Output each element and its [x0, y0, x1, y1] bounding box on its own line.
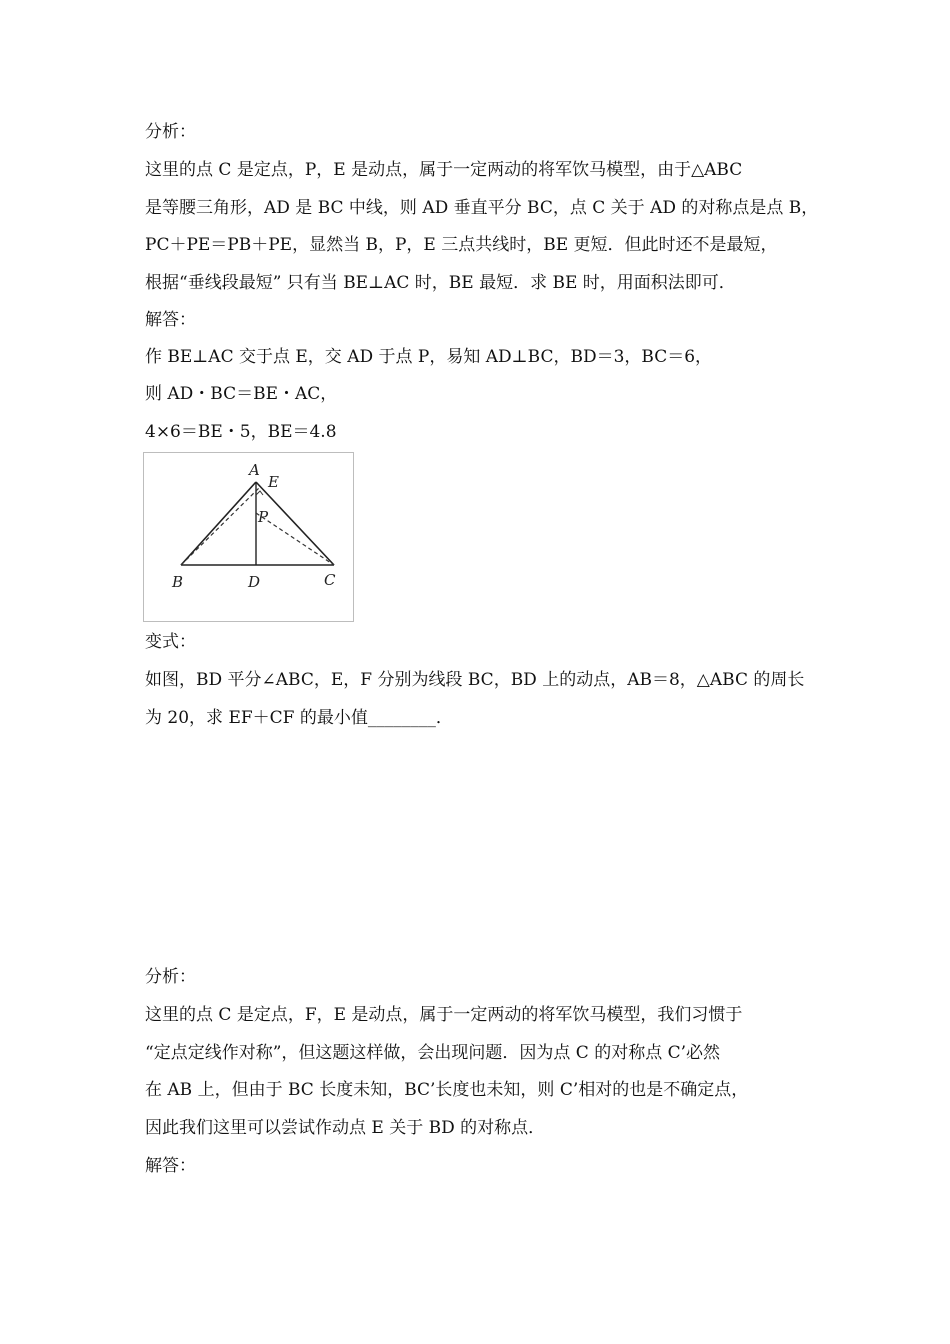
analysis-line: 这里的点 C 是定点，P，E 是动点，属于一定两动的将军饮马模型，由于△ABC	[145, 160, 743, 180]
problem-line: 为 20，求 EF＋CF 的最小值________．	[145, 708, 453, 728]
side-ab	[181, 482, 256, 565]
analysis-line: 这里的点 C 是定点，F，E 是动点，属于一定两动的将军饮马模型，我们习惯于	[145, 1005, 743, 1025]
solution-heading: 解答：	[145, 1156, 196, 1176]
variant-heading: 变式：	[145, 632, 196, 652]
analysis-heading: 分析：	[145, 967, 196, 987]
label-e: E	[268, 473, 279, 491]
label-c: C	[324, 571, 336, 589]
triangle-diagram	[144, 453, 353, 621]
analysis-line: 根据“垂线段最短” 只有当 BE⊥AC 时，BE 最短．求 BE 时，用面积法即可．	[145, 273, 736, 293]
analysis-line: “定点定线作对称”，但这题这样做，会出现问题．因为点 C 的对称点 C’必然	[145, 1043, 721, 1063]
solution-line: 作 BE⊥AC 交于点 E，交 AD 于点 P，易知 AD⊥BC，BD＝3，BC＝6，	[145, 347, 713, 367]
solution-line: 则 AD・BC＝BE・AC，	[145, 384, 338, 404]
analysis-line: 是等腰三角形，AD 是 BC 中线，则 AD 垂直平分 BC，点 C 关于 AD 的对称点是点 B，	[145, 198, 819, 218]
dashed-be	[181, 487, 260, 565]
analysis-heading: 分析：	[145, 122, 196, 142]
right-angle-mark	[256, 491, 263, 495]
label-p: P	[258, 508, 269, 526]
analysis-line: 在 AB 上，但由于 BC 长度未知，BC’长度也未知，则 C’相对的也是不确定点，	[145, 1080, 749, 1100]
label-a: A	[249, 461, 260, 479]
analysis-line: PC＋PE＝PB＋PE，显然当 B，P，E 三点共线时，BE 更短．但此时还不是最短，	[145, 235, 778, 255]
analysis-line: 因此我们这里可以尝试作动点 E 关于 BD 的对称点．	[145, 1118, 546, 1138]
label-b: B	[172, 573, 184, 591]
label-d: D	[248, 573, 261, 591]
triangle-figure	[143, 452, 354, 622]
solution-heading: 解答：	[145, 310, 196, 330]
problem-line: 如图，BD 平分∠ABC，E，F 分别为线段 BC，BD 上的动点，AB＝8，△ABC 的周长	[145, 670, 805, 690]
solution-line: 4×6＝BE・5，BE＝4.8	[145, 422, 337, 442]
